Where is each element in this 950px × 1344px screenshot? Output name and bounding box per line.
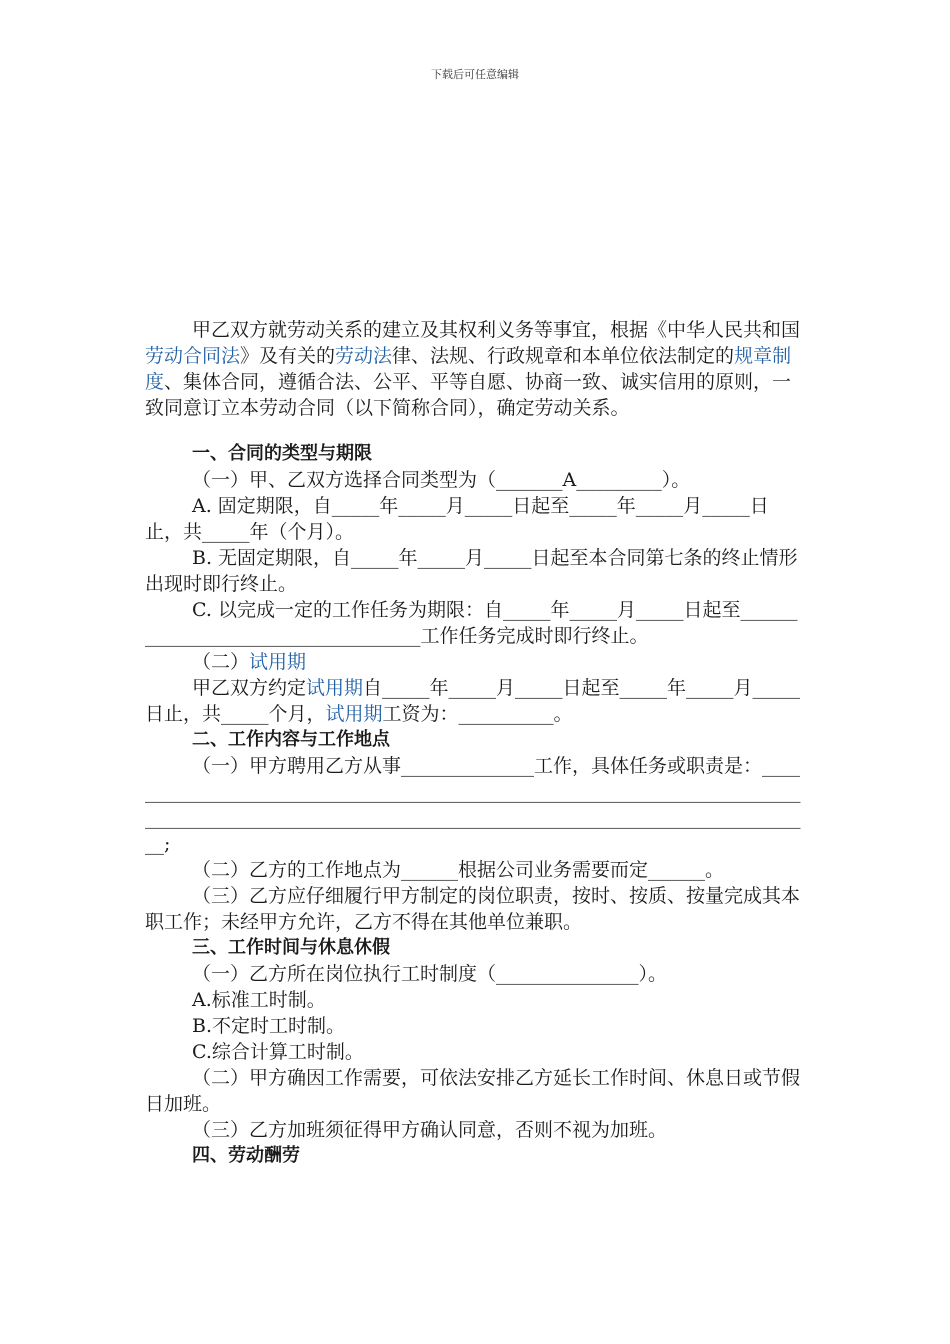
option-b-open-term: B. 无固定期限，自_____年_____月_____日起至本合同第七条的终止情形出现时即行终止。 [145,547,798,595]
overtime-approval-clause: （三）乙方加班须征得甲方确认同意，否则不视为加班。 [192,1119,668,1141]
option-flexible-hours: B.不定时工时制。 [192,1015,346,1037]
probation-heading-prefix: （二） [192,651,250,673]
labor-contract-law-link[interactable]: 劳动合同法 [145,345,241,367]
rules-regulations-link[interactable]: 规章制度 [145,345,792,393]
section2-title: 二、工作内容与工作地点 [192,729,390,750]
probation-link[interactable]: 试用期 [249,651,307,673]
probation-clause [145,675,805,727]
probation-text-3: 工资为：__________。 [382,703,573,725]
probation-link-3[interactable]: 试用期 [325,703,383,725]
page-header: 下载后可任意编辑 [431,68,519,81]
option-c-task-term: C. 以完成一定的工作任务为期限：自_____年_____月_____日起至___________________________________工作任务完成时即行终止。 [145,599,798,647]
option-comprehensive-hours: C.综合计算工时制。 [192,1041,364,1063]
section3-title: 三、工作时间与休息休假 [192,937,390,958]
section4-title: 四、劳动酬劳 [192,1145,300,1166]
option-standard-hours: A.标准工时制。 [192,989,326,1011]
option-a-fixed-term: A. 固定期限，自_____年_____月_____日起至_____年_____月_____日止，共_____年（个月）。 [145,495,769,543]
work-location-clause: （二）乙方的工作地点为______根据公司业务需要而定______。 [192,859,725,881]
spacer [145,421,805,441]
intro-paragraph [145,317,805,421]
intro-text-1: 甲乙双方就劳动关系的建立及其权利义务等事宜，根据《中华人民共和国 [192,319,801,341]
overtime-clause: （二）甲方确因工作需要，可依法安排乙方延长工作时间、休息日或节假日加班。 [145,1067,801,1115]
probation-text-2: 自_____年_____月_____日起至_____年_____月_____日止，共_____个月， [145,677,801,725]
intro-text-3: 律、法规、行政规章和本单位依法制定的 [392,345,735,367]
intro-text-4: 、集体合同，遵循合法、公平、平等自愿、协商一致、诚实信用的原则，一致同意订立本劳动合同（以下简称合同），确定劳动关系。 [145,371,792,419]
probation-heading [145,649,805,675]
probation-text-1: 甲乙双方约定 [192,677,307,699]
contract-type-clause: （一）甲、乙双方选择合同类型为（_______A_________）。 [192,469,691,491]
intro-text-2: 》及有关的 [240,345,336,367]
working-hours-clause: （一）乙方所在岗位执行工时制度（_______________）。 [192,963,668,985]
probation-link-2[interactable]: 试用期 [306,677,364,699]
labor-law-link[interactable]: 劳动法 [335,345,393,367]
section1-title: 一、合同的类型与期限 [192,443,372,464]
contract-body [145,317,805,1169]
job-responsibility-clause: （三）乙方应仔细履行甲方制定的岗位职责，按时、按质、按量完成其本职工作；未经甲方允许，乙方不得在其他单位兼职。 [145,885,801,933]
job-duty-clause: （一）甲方聘用乙方从事______________工作，具体任务或职责是：________________________________________________________________________________________________________________________________________________; [145,755,801,855]
